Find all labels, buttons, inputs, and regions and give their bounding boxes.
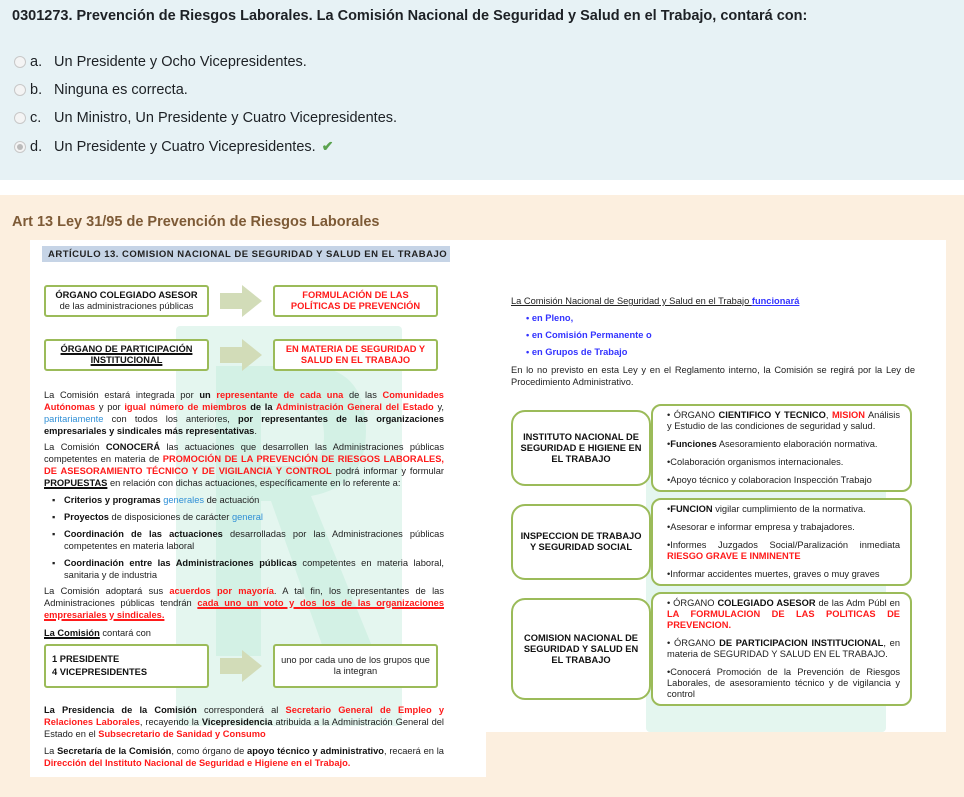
- arrow-icon: [209, 285, 273, 317]
- box-materia: [273, 339, 438, 371]
- text-segment: La Comisión: [44, 628, 100, 638]
- text-segment: corresponderá al: [196, 705, 286, 715]
- text-segment: La: [44, 746, 58, 756]
- list-item: [667, 475, 900, 486]
- text-segment: FUNCION: [670, 504, 713, 514]
- text-segment: La Presidencia de la Comisión: [44, 705, 197, 715]
- radio-a[interactable]: [14, 56, 26, 68]
- text-segment: de disposiciones de carácter: [108, 512, 232, 522]
- list-item: [667, 540, 900, 562]
- mode-permanente: [526, 329, 946, 341]
- text-segment: .: [254, 426, 257, 436]
- row-presidente: [44, 644, 438, 688]
- question-panel: [0, 0, 964, 180]
- row-organo-colegiado: [44, 285, 438, 317]
- option-letter: c.: [30, 110, 42, 126]
- text-segment: • ÓRGANO: [667, 638, 720, 648]
- text-segment: Comunidades Autónomas: [44, 390, 444, 412]
- text-segment: ,: [825, 410, 832, 420]
- text-segment: La Comisión: [44, 442, 106, 452]
- paragraph-no-previsto: [511, 364, 915, 388]
- text-segment: Vicepresidencia: [201, 717, 273, 727]
- text-segment: en relación con dichas actuaciones, específicamente en lo referente a:: [107, 478, 401, 488]
- text-segment: Secretario General de Empleo y Relaciones Laborales: [44, 705, 444, 727]
- text-segment: y,: [433, 402, 444, 412]
- text-segment: Coordinación de las actuaciones: [64, 529, 223, 539]
- list-item: [667, 522, 900, 533]
- text-segment: Proyectos: [64, 512, 109, 522]
- check-icon: ✔: [321, 138, 334, 154]
- text-segment: de actuación: [204, 495, 260, 505]
- text-segment: de las: [343, 390, 383, 400]
- text-segment: generales: [163, 495, 205, 505]
- text-segment: •Asesorar e informar empresa y trabajadores.: [667, 522, 855, 532]
- text-segment: de la: [246, 402, 276, 412]
- box-grupos: [273, 644, 438, 688]
- vicepresidentes-text: [52, 666, 203, 679]
- text-segment: DE PARTICIPACION INSTITUCIONAL: [719, 638, 884, 648]
- radio-c[interactable]: [14, 112, 26, 124]
- text-segment: • ÓRGANO: [667, 410, 719, 420]
- presidente-text: [52, 653, 203, 666]
- text-segment: •Informar accidentes muertes, graves o muy graves: [667, 569, 880, 579]
- text-segment: En lo no previsto en esta Ley y en el Reglamento interno, la Comisión se regirá por la Ley de Procedimiento Administrativo.: [511, 365, 915, 387]
- paragraph-secretaria: [44, 745, 444, 769]
- box-comision-items: [651, 592, 912, 706]
- row-insht: [511, 404, 912, 492]
- text-segment: representante de cada una: [216, 390, 344, 400]
- box-participacion: [44, 339, 209, 371]
- question-text: 0301273. Prevención de Riesgos Laborales. La Comisión Nacional de Seguridad y Salud en el Trabajo, contará con:: [12, 8, 808, 24]
- text-segment: COLEGIADO ASESOR: [717, 598, 816, 608]
- text-segment: 1 PRESIDENTE: [52, 654, 120, 664]
- text-segment: . A tal fin, los representantes de las Administraciones públicas tendrán: [44, 586, 444, 608]
- text-segment: •Colaboración organismos internacionales.: [667, 457, 844, 467]
- text-segment: y por: [95, 402, 125, 412]
- text-segment: FORMULACIÓN DE LAS POLÍTICAS DE PREVENCIÓN: [290, 290, 421, 311]
- text-segment: • en Comisión Permanente o: [526, 330, 652, 340]
- list-item: [667, 667, 900, 700]
- text-segment: contará con: [99, 628, 151, 638]
- text-segment: vigilar cumplimiento de la normativa.: [712, 504, 866, 514]
- option-letter: b.: [30, 82, 43, 98]
- bullet-coordinacion-actuaciones: [52, 528, 444, 552]
- paragraph-presidencia: [44, 704, 444, 740]
- option-a[interactable]: [14, 54, 307, 70]
- article-header: ARTÍCULO 13. COMISION NACIONAL DE SEGURIDAD Y SALUD EN EL TRABAJO: [42, 246, 450, 262]
- text-segment: igual número de miembros: [124, 402, 247, 412]
- text-segment: MISION: [831, 410, 865, 420]
- text-segment: • ÓRGANO: [667, 598, 718, 608]
- mode-grupos: [526, 346, 946, 358]
- text-segment: La Comisión Nacional de Seguridad y Salud en el Trabajo: [511, 296, 752, 306]
- row-comision: [511, 592, 912, 706]
- row-participacion: [44, 339, 438, 371]
- text-segment: •Informes Juzgados Social/Paralización inmediata: [667, 540, 900, 550]
- list-item: [667, 439, 900, 450]
- row-inspeccion: [511, 498, 912, 586]
- text-segment: competentes en materia laboral, sanitaria y de industria: [64, 558, 444, 580]
- text-segment: CIENTIFICO Y TECNICO: [718, 410, 826, 420]
- text-segment: 4 VICEPRESIDENTES: [52, 667, 148, 677]
- paragraph-contara: [44, 627, 444, 639]
- radio-d[interactable]: [14, 141, 26, 153]
- text-segment: •: [667, 439, 671, 449]
- box-comision-title: COMISION NACIONAL DE SEGURIDAD Y SALUD EN EL TRABAJO: [511, 598, 651, 700]
- arrow-icon: [209, 339, 273, 371]
- bullet-proyectos: [52, 511, 444, 523]
- box-presidente: [44, 644, 209, 688]
- text-segment: las actuaciones que desarrollen las Administraciones públicas competentes en materia de: [44, 442, 444, 464]
- paragraph-composicion: [44, 389, 444, 437]
- option-text: Un Ministro, Un Presidente y Cuatro Vicepresidentes.: [54, 110, 398, 126]
- text-segment: atribuida a la Administración General del Estado en el: [44, 717, 444, 739]
- text-segment: Coordinación entre las Administraciones públicas: [64, 558, 297, 568]
- text-segment: EN MATERIA DE SEGURIDAD Y SALUD EN EL TRABAJO: [285, 344, 426, 365]
- option-text: Ninguna es correcta.: [54, 82, 188, 98]
- text-segment: • en Grupos de Trabajo: [526, 347, 628, 357]
- text-segment: Criterios y programas: [64, 495, 164, 505]
- text-segment: CONOCERÁ: [105, 442, 161, 452]
- text-segment: •Conocerá Promoción de la Prevención de Riesgos Laborales, de asesoramiento técnico y de vigilancia y control: [667, 667, 900, 699]
- option-c[interactable]: [14, 110, 397, 126]
- text-segment: PROPUESTAS: [44, 478, 108, 488]
- text-segment: Subsecretario de Sanidad y Consumo: [98, 729, 266, 739]
- text-segment: Secretaría de la Comisión: [57, 746, 172, 756]
- text-segment: de las Adm Públ en: [815, 598, 900, 608]
- article-image-right: [486, 240, 946, 732]
- text-segment: apoyo técnico y administrativo: [247, 746, 384, 756]
- text-segment: Análisis y Estudio de las condiciones de seguridad y salud.: [667, 410, 900, 431]
- feedback-title: Art 13 Ley 31/95 de Prevención de Riesgos Laborales: [12, 214, 380, 230]
- bullet-criterios: [52, 494, 444, 506]
- article-image-left: [30, 240, 486, 777]
- box-insht-items: [651, 404, 912, 492]
- option-letter: d.: [30, 138, 43, 155]
- list-item: [667, 457, 900, 468]
- mode-pleno: [526, 312, 946, 324]
- text-segment: La Comisión adoptará sus: [44, 586, 170, 596]
- text-segment: •Apoyo técnico y colaboracion Inspección Trabajo: [667, 475, 872, 485]
- option-d[interactable]: [14, 138, 333, 155]
- text-segment: por representantes de las organizaciones empresariales y sindicales más representativas: [44, 414, 444, 436]
- text-segment: Asesoramiento elaboración normativa.: [716, 439, 878, 449]
- text-segment: La Comisión estará integrada por: [44, 390, 200, 400]
- box-insht-title: INSTITUTO NACIONAL DE SEGURIDAD E HIGIENE EN EL TRABAJO: [511, 410, 651, 486]
- text-segment: PROMOCIÓN DE LA PREVENCIÓN DE RIESGOS LABORALES, DE ASESORAMIENTO TÉCNICO Y DE VIGILANCIA Y CONTROL: [44, 454, 444, 476]
- text-segment: podrá informar y formular: [331, 466, 444, 476]
- option-letter: a.: [30, 54, 43, 70]
- text-segment: , en materia de SEGURIDAD Y SALUD EN EL TRABAJO.: [667, 638, 900, 659]
- text-segment: acuerdos por mayoría: [169, 586, 274, 596]
- box-organo-colegiado: [44, 285, 209, 317]
- text-segment: , recayendo la: [139, 717, 202, 727]
- text-segment: cada uno un voto y dos los de las organizaciones empresariales y sindicales.: [44, 598, 444, 620]
- text-segment: LA FORMULACION DE LAS POLITICAS DE PREVENCION.: [667, 609, 900, 630]
- radio-b[interactable]: [14, 84, 26, 96]
- text-segment: paritariamente: [44, 414, 104, 424]
- text-segment: con todos los anteriores,: [103, 414, 239, 424]
- list-item: [667, 598, 900, 631]
- text-segment: ÓRGANO COLEGIADO ASESOR: [55, 290, 198, 300]
- list-item: [667, 638, 900, 660]
- text-segment: un: [199, 390, 217, 400]
- text-segment: Funciones: [670, 439, 717, 449]
- option-text: Un Presidente y Ocho Vicepresidentes.: [54, 54, 307, 70]
- text-segment: Administración General del Estado: [275, 402, 434, 412]
- option-b[interactable]: [14, 82, 188, 98]
- text-segment: ÓRGANO DE PARTICIPACIÓN INSTITUCIONAL: [60, 344, 193, 365]
- text-segment: • en Pleno,: [526, 313, 574, 323]
- paragraph-funcionara: [511, 295, 915, 307]
- paragraph-acuerdos: [44, 585, 444, 621]
- text-segment: funcionará: [751, 296, 800, 306]
- bullet-coordinacion-administraciones: [52, 557, 444, 581]
- text-segment: RIESGO GRAVE E INMINENTE: [667, 551, 801, 561]
- text-segment: desarrolladas por las Administraciones públicas competentes en materia laboral: [64, 529, 444, 551]
- text-segment: de las administraciones públicas: [59, 301, 194, 311]
- list-item: [667, 410, 900, 432]
- arrow-icon: [209, 644, 273, 688]
- box-inspeccion-title: INSPECCION DE TRABAJO Y SEGURIDAD SOCIAL: [511, 504, 651, 580]
- text-segment: uno por cada uno de los grupos que la integran: [281, 655, 430, 676]
- text-segment: , recaerá en la: [383, 746, 444, 756]
- text-segment: Dirección del Instituto Nacional de Seguridad e Higiene en el Trabajo.: [44, 758, 351, 768]
- box-inspeccion-items: [651, 498, 912, 586]
- text-segment: , como órgano de: [171, 746, 248, 756]
- list-item: [667, 569, 900, 580]
- paragraph-conocera: [44, 441, 444, 489]
- option-text: Un Presidente y Cuatro Vicepresidentes.: [54, 138, 316, 155]
- text-segment: •: [667, 504, 671, 514]
- text-segment: general: [231, 512, 263, 522]
- box-formulacion: [273, 285, 438, 317]
- list-item: [667, 504, 900, 515]
